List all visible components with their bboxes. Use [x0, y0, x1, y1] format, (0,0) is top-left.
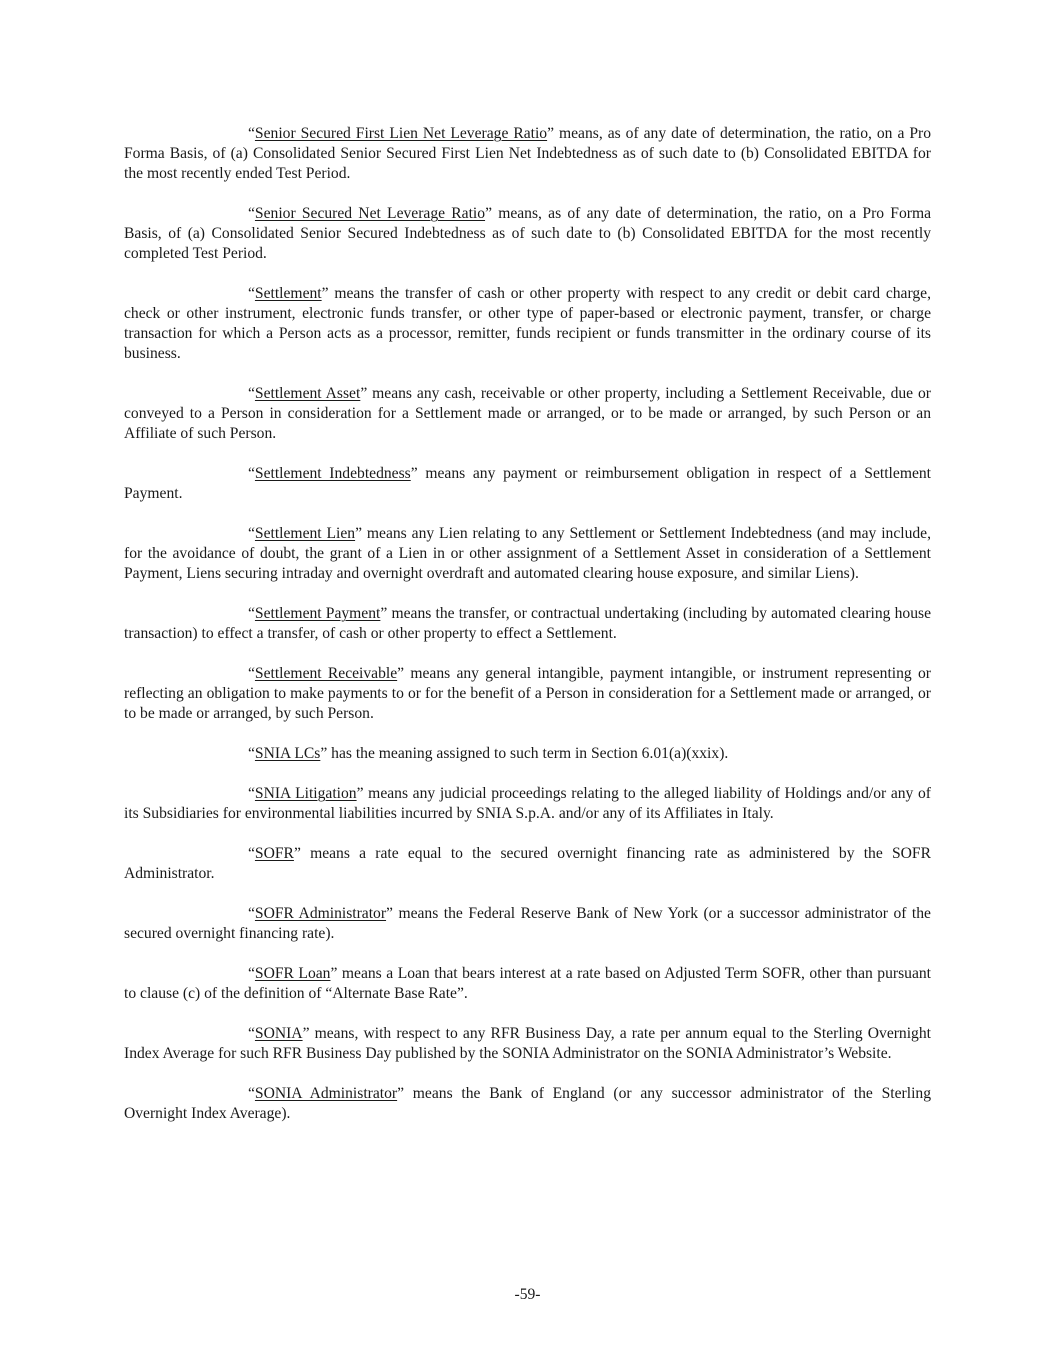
defined-term: SONIA Administrator — [254, 1085, 398, 1102]
defined-term: SNIA LCs — [254, 745, 321, 762]
definition-text: means, with respect to any RFR Business Day, a rate per annum equal to the Sterling Overnight Index Average for such RFR Business Day published by the SONIA Administrator on the SONIA Administrator’s Website. — [124, 1025, 931, 1062]
definition-text: means the transfer, or contractual undertaking (including by automated clearing house transaction) to effect a transfer, of cash or other property to effect a Settlement. — [124, 605, 931, 642]
document-page — [124, 124, 931, 1144]
open-quote: “ — [248, 205, 255, 222]
definition-text: means the Bank of England (or any successor administrator of the Sterling Overnight Index Average). — [124, 1085, 931, 1122]
open-quote: “ — [248, 605, 255, 622]
definition-sofr-administrator — [124, 904, 931, 944]
definition-senior-secured-first-lien-net-leverage-ratio — [124, 124, 931, 184]
definition-text: means a Loan that bears interest at a rate based on Adjusted Term SOFR, other than pursuant to clause (c) of the definition of “Alternate Base Rate”. — [124, 965, 931, 1002]
open-quote: “ — [248, 785, 255, 802]
close-quote: ” — [355, 525, 363, 542]
definition-sonia-administrator — [124, 1084, 931, 1124]
defined-term: SONIA — [254, 1025, 303, 1042]
defined-term: SOFR Administrator — [254, 905, 387, 922]
definition-settlement-payment — [124, 604, 931, 644]
defined-term: Senior Secured First Lien Net Leverage Ratio — [254, 125, 548, 142]
close-quote: ” — [386, 905, 393, 922]
defined-term: Settlement Payment — [254, 605, 381, 622]
close-quote: ” — [360, 385, 368, 402]
defined-term: Settlement Asset — [254, 385, 361, 402]
close-quote: ” — [547, 125, 555, 142]
close-quote: ” — [410, 465, 418, 482]
close-quote: ” — [485, 205, 492, 222]
open-quote: “ — [248, 525, 255, 542]
close-quote: ” — [356, 785, 364, 802]
definition-settlement-receivable — [124, 664, 931, 724]
open-quote: “ — [248, 845, 255, 862]
open-quote: “ — [248, 1025, 255, 1042]
definition-text: has the meaning assigned to such term in Section 6.01(a)(xxix). — [327, 745, 729, 762]
definition-sofr — [124, 844, 931, 884]
close-quote: ” — [397, 665, 405, 682]
defined-term: SNIA Litigation — [254, 785, 357, 802]
open-quote: “ — [248, 665, 255, 682]
close-quote: ” — [380, 605, 388, 622]
close-quote: ” — [330, 965, 338, 982]
defined-term: Settlement Lien — [254, 525, 356, 542]
definition-text: means any Lien relating to any Settlement or Settlement Indebtedness (and may include, for the avoidance of doubt, the grant of a Lien in or other assignment of a Settlement Asset in consideration of a Settlement Payment, Liens securing intraday and overnight overdraft and automated clearing house exposure, and similar Liens). — [124, 525, 932, 582]
close-quote: ” — [293, 845, 301, 862]
definition-settlement-indebtedness — [124, 464, 931, 504]
close-quote: ” — [302, 1025, 310, 1042]
defined-term: SOFR — [254, 845, 294, 862]
open-quote: “ — [248, 465, 255, 482]
close-quote: ” — [321, 285, 329, 302]
definition-text: means the transfer of cash or other property with respect to any credit or debit card charge, check or other instrument, electronic funds transfer, or other type of paper-based or electronic payment, transfer, or charge transaction for which a Person acts as a processor, remitter, funds recipient or funds transmitter in the ordinary course of its business. — [124, 285, 931, 362]
definition-snia-lcs — [124, 744, 931, 764]
open-quote: “ — [248, 905, 255, 922]
open-quote: “ — [248, 745, 255, 762]
definition-sofr-loan — [124, 964, 931, 1004]
defined-term: Settlement Receivable — [254, 665, 398, 682]
definition-text: means any general intangible, payment intangible, or instrument representing or reflecting an obligation to make payments to or for the benefit of a Person in consideration for a Settlement made or arranged, or to be made or arranged, by such Person. — [124, 665, 931, 722]
open-quote: “ — [248, 965, 255, 982]
definition-text: means any cash, receivable or other property, including a Settlement Receivable, due or conveyed to a Person in consideration for a Settlement made or arranged, or to be made or arranged, by such Person or an Affiliate of such Person. — [124, 385, 932, 442]
definition-sonia — [124, 1024, 931, 1064]
defined-term: SOFR Loan — [254, 965, 331, 982]
definition-text: means, as of any date of determination, the ratio, on a Pro Forma Basis, of (a) Consolidated Senior Secured First Lien Net Indebtedness as of such date to (b) Consolidated EBITDA for the most recently ended Test Period. — [124, 125, 931, 182]
definition-settlement — [124, 284, 931, 364]
page-number: -59- — [514, 1286, 541, 1303]
definition-settlement-lien — [124, 524, 931, 584]
definition-text: means, as of any date of determination, the ratio, on a Pro Forma Basis, of (a) Consolidated Senior Secured Indebtedness as of such date to (b) Consolidated EBITDA for the most recently completed Test Period. — [124, 205, 932, 262]
open-quote: “ — [248, 1085, 255, 1102]
definition-snia-litigation — [124, 784, 931, 824]
definition-text: means any payment or reimbursement obligation in respect of a Settlement Payment. — [124, 465, 931, 502]
definition-text: means a rate equal to the secured overnight financing rate as administered by the SOFR Administrator. — [124, 845, 931, 882]
close-quote: ” — [320, 745, 328, 762]
definition-settlement-asset — [124, 384, 931, 444]
defined-term: Senior Secured Net Leverage Ratio — [254, 205, 486, 222]
close-quote: ” — [397, 1085, 405, 1102]
defined-term: Settlement — [254, 285, 322, 302]
definition-senior-secured-net-leverage-ratio — [124, 204, 931, 264]
open-quote: “ — [248, 285, 255, 302]
definition-text: means the Federal Reserve Bank of New York (or a successor administrator of the secured overnight financing rate). — [124, 905, 931, 942]
definition-text: means any judicial proceedings relating to the alleged liability of Holdings and/or any of its Subsidiaries for environmental liabilities incurred by SNIA S.p.A. and/or any of its Affiliates in Italy. — [124, 785, 931, 822]
defined-term: Settlement Indebtedness — [254, 465, 411, 482]
open-quote: “ — [248, 385, 255, 402]
open-quote: “ — [248, 125, 255, 142]
